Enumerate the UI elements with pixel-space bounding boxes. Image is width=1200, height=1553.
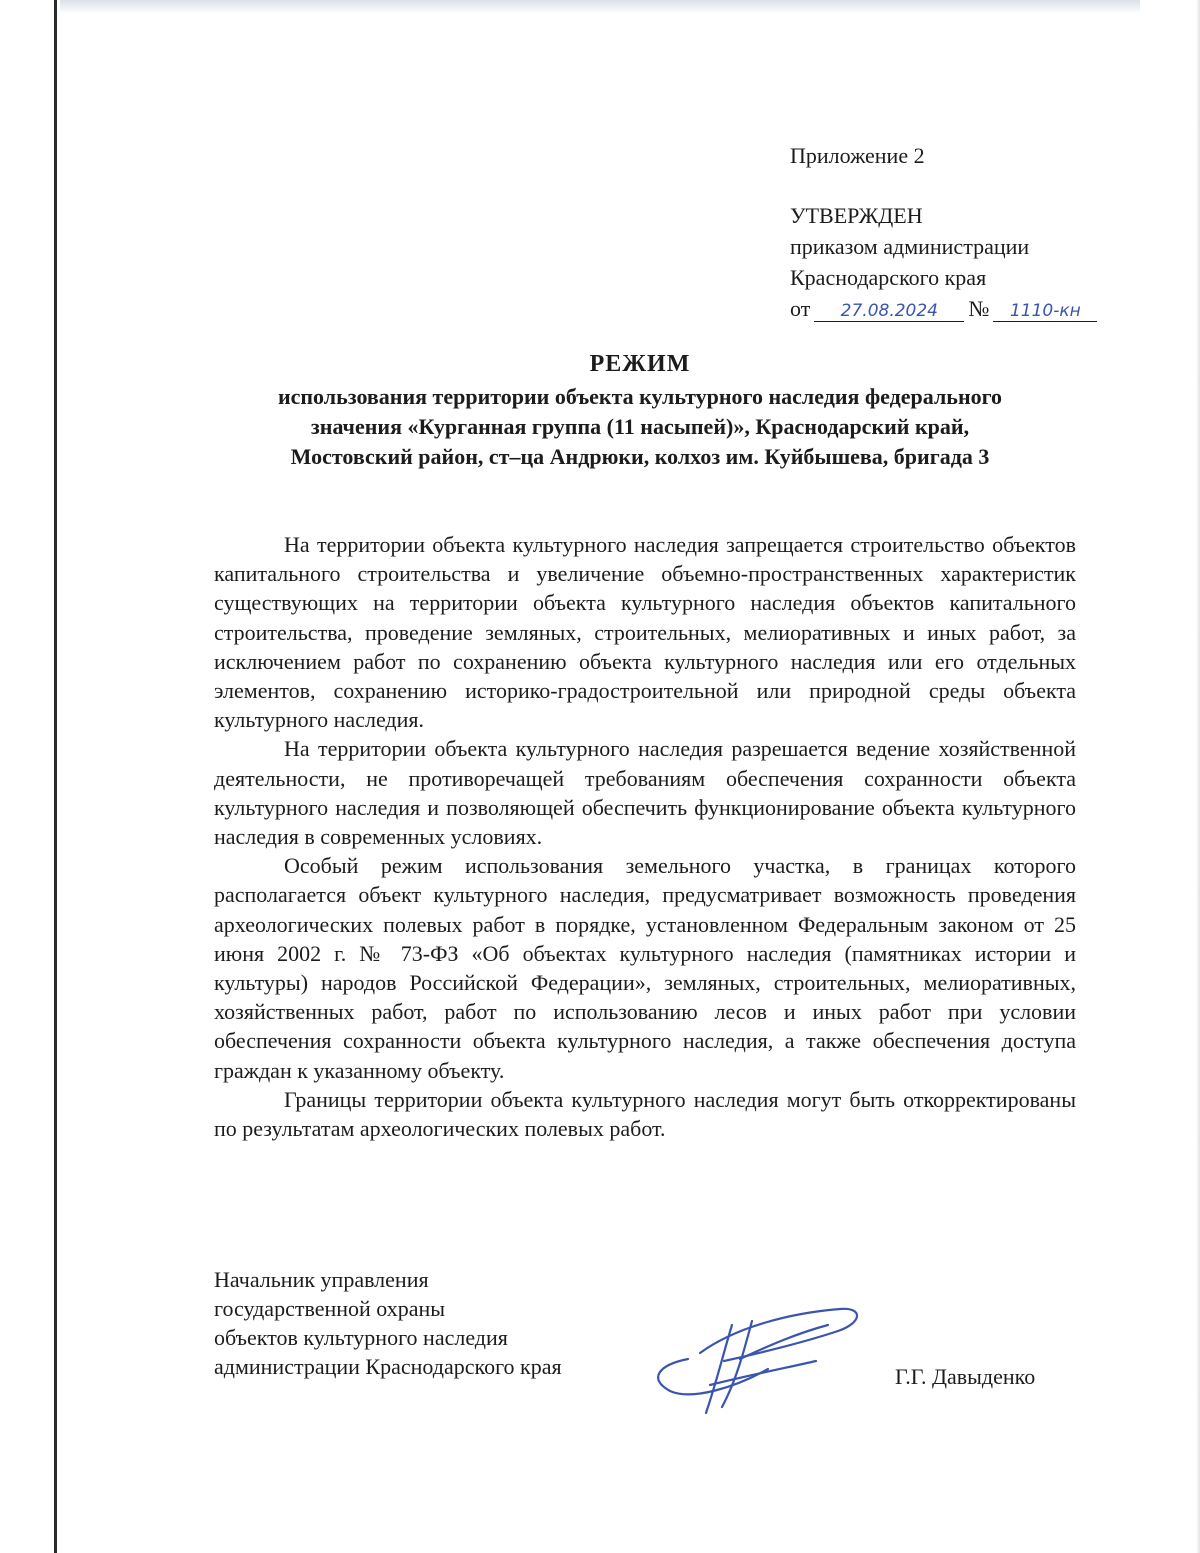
order-date-number-line	[790, 293, 1097, 324]
position-line-4: администрации Краснодарского края	[214, 1354, 562, 1379]
approved-label: УТВЕРЖДЕН	[790, 203, 923, 228]
title-sub-line-3: Мостовский район, ст–ца Андрюки, колхоз им. Куйбышева, бригада 3	[290, 444, 990, 469]
approved-by-line-1: приказом администрации	[790, 234, 1030, 259]
body-paragraph-3: Особый режим использования земельного участка, в границах которого располагается объект культурного наследия, предусматривает возможность проведения археологических полевых работ в порядке, установленном Федеральным законом от 25 июня 2002 г. № 73-ФЗ «Об объектах культурного наследия (памятниках истории и культуры) народов Российской Федерации», земляных, строительных, мелиоративных, хозяйственных работ, работ по использованию лесов и иных работ при условии обеспечения сохранности объекта культурного наследия, а также обеспечения доступа граждан к указанному объекту.	[214, 853, 1076, 1083]
body-paragraph-4: Границы территории объекта культурного наследия могут быть откорректированы по результатам археологических полевых работ.	[214, 1086, 1076, 1142]
body-paragraph-2: На территории объекта культурного наследия разрешается ведение хозяйственной деятельности, не противоречащей требованиям обеспечения сохранности объекта культурного наследия и позволяющей обеспечить функционирование объекта культурного наследия в современных условиях.	[214, 736, 1076, 850]
position-line-1: Начальник управления	[214, 1267, 429, 1292]
signer-name: Г.Г. Давыденко	[895, 1364, 1036, 1389]
from-label: от	[790, 296, 811, 321]
order-number: 1110-кн	[993, 301, 1097, 322]
document-body	[214, 530, 1076, 1143]
number-label: №	[968, 296, 990, 321]
signer-position	[214, 1265, 562, 1381]
scan-artifact-top	[60, 0, 1140, 14]
appendix-label: Приложение 2	[790, 143, 925, 168]
approval-block	[790, 140, 1097, 324]
scan-artifact-left-edge	[54, 0, 57, 1553]
title-main: РЕЖИМ	[589, 351, 691, 377]
scan-artifact-right-edge	[1196, 0, 1200, 1553]
position-line-3: объектов культурного наследия	[214, 1325, 508, 1350]
position-line-2: государственной охраны	[214, 1296, 446, 1321]
approved-by-line-2: Краснодарского края	[790, 265, 987, 290]
document-title	[190, 346, 1090, 472]
body-paragraph-1: На территории объекта культурного наследия запрещается строительство объектов капитального строительства и увеличение объемно-пространственных характеристик существующих на территории объекта культурного наследия объектов капитального строительства, проведение земляных, строительных, мелиоративных и иных работ, за исключением работ по сохранению объекта культурного наследия или его отдельных элементов, сохранению историко-градостроительной или природной среды объекта культурного наследия.	[214, 532, 1076, 733]
title-sub-line-2: значения «Курганная группа (11 насыпей)», Краснодарский край,	[310, 414, 970, 439]
order-date: 27.08.2024	[814, 301, 964, 322]
handwritten-signature	[640, 1295, 870, 1425]
title-sub-line-1: использования территории объекта культурного наследия федерального	[277, 384, 1003, 409]
